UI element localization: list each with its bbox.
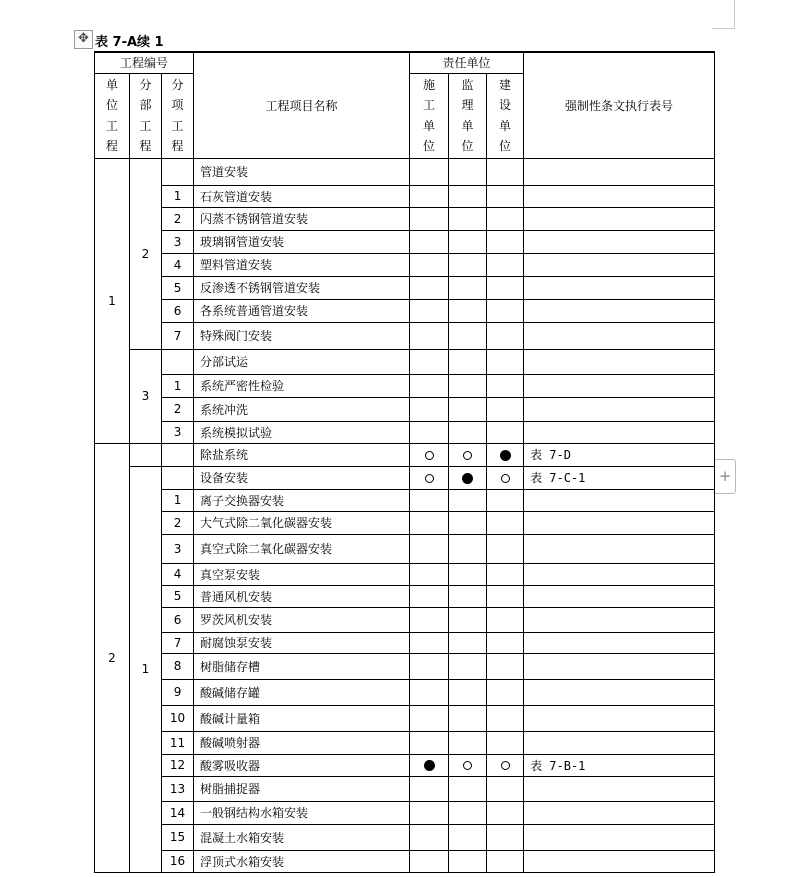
supervision-mark-cell bbox=[449, 607, 487, 632]
supervision-mark-cell bbox=[449, 397, 487, 421]
unit-cell: 2 bbox=[95, 443, 130, 872]
construction-mark-cell bbox=[410, 653, 449, 679]
construction-mark-cell bbox=[410, 185, 449, 207]
item-name-cell: 管道安装 bbox=[194, 158, 410, 185]
item-name-cell: 混凝土水箱安装 bbox=[194, 824, 410, 850]
table-row bbox=[95, 632, 715, 653]
item-name-cell: 耐腐蚀泵安装 bbox=[194, 632, 410, 653]
construction-mark-cell bbox=[410, 322, 449, 349]
supervision-mark-cell bbox=[449, 349, 487, 374]
supervision-mark-cell bbox=[449, 632, 487, 653]
open-circle-icon bbox=[501, 761, 510, 770]
item-name-cell: 系统模拟试验 bbox=[194, 421, 410, 443]
owner-mark-cell bbox=[487, 421, 524, 443]
construction-mark-cell bbox=[410, 397, 449, 421]
header-unit: 单 位 工 程 bbox=[95, 73, 130, 158]
item-name-cell: 分部试运 bbox=[194, 349, 410, 374]
construction-mark-cell bbox=[410, 511, 449, 534]
supervision-mark-cell bbox=[449, 207, 487, 230]
construction-mark-cell bbox=[410, 230, 449, 253]
table-row bbox=[95, 185, 715, 207]
owner-mark-cell bbox=[487, 322, 524, 349]
open-circle-icon bbox=[463, 761, 472, 770]
subitem-cell bbox=[162, 443, 194, 466]
construction-mark-cell bbox=[410, 850, 449, 872]
owner-mark-cell bbox=[487, 585, 524, 607]
item-name-cell: 塑料管道安装 bbox=[194, 253, 410, 276]
supervision-mark-cell bbox=[449, 776, 487, 801]
table-ref-cell bbox=[524, 511, 715, 534]
table-ref-cell bbox=[524, 679, 715, 705]
supervision-mark-cell bbox=[449, 731, 487, 754]
owner-mark-cell bbox=[487, 443, 524, 466]
subitem-cell: 4 bbox=[162, 563, 194, 585]
open-circle-icon bbox=[463, 451, 472, 460]
filled-circle-icon bbox=[500, 450, 511, 461]
owner-mark-cell bbox=[487, 534, 524, 563]
construction-mark-cell bbox=[410, 824, 449, 850]
supervision-mark-cell bbox=[449, 850, 487, 872]
page-corner-mark bbox=[712, 0, 735, 29]
owner-mark-cell bbox=[487, 185, 524, 207]
subitem-cell: 11 bbox=[162, 731, 194, 754]
table-row bbox=[95, 731, 715, 754]
owner-mark-cell bbox=[487, 607, 524, 632]
table-ref-cell bbox=[524, 230, 715, 253]
supervision-mark-cell bbox=[449, 489, 487, 511]
supervision-mark-cell bbox=[449, 585, 487, 607]
construction-mark-cell bbox=[410, 253, 449, 276]
table-row bbox=[95, 534, 715, 563]
owner-mark-cell bbox=[487, 299, 524, 322]
table-ref-cell bbox=[524, 349, 715, 374]
construction-mark-cell bbox=[410, 443, 449, 466]
table-row bbox=[95, 443, 715, 466]
table-row bbox=[95, 705, 715, 731]
owner-mark-cell bbox=[487, 230, 524, 253]
table-row bbox=[95, 824, 715, 850]
construction-mark-cell bbox=[410, 563, 449, 585]
item-name-cell: 真空式除二氧化碳器安装 bbox=[194, 534, 410, 563]
owner-mark-cell bbox=[487, 349, 524, 374]
subitem-cell bbox=[162, 158, 194, 185]
header-table-no: 强制性条文执行表号 bbox=[524, 52, 715, 158]
item-name-cell: 各系统普通管道安装 bbox=[194, 299, 410, 322]
subitem-cell: 1 bbox=[162, 185, 194, 207]
subitem-cell: 12 bbox=[162, 754, 194, 776]
construction-mark-cell bbox=[410, 632, 449, 653]
subitem-cell: 15 bbox=[162, 824, 194, 850]
construction-mark-cell bbox=[410, 801, 449, 824]
subitem-cell: 10 bbox=[162, 705, 194, 731]
construction-mark-cell bbox=[410, 607, 449, 632]
subitem-cell: 6 bbox=[162, 607, 194, 632]
construction-mark-cell bbox=[410, 705, 449, 731]
construction-mark-cell bbox=[410, 374, 449, 397]
item-name-cell: 设备安装 bbox=[194, 466, 410, 489]
open-circle-icon bbox=[425, 451, 434, 460]
supervision-mark-cell bbox=[449, 322, 487, 349]
table-row bbox=[95, 230, 715, 253]
table-ref-cell bbox=[524, 824, 715, 850]
owner-mark-cell bbox=[487, 466, 524, 489]
supervision-mark-cell bbox=[449, 679, 487, 705]
table-ref-cell bbox=[524, 185, 715, 207]
subitem-cell: 2 bbox=[162, 511, 194, 534]
construction-mark-cell bbox=[410, 776, 449, 801]
construction-mark-cell bbox=[410, 276, 449, 299]
construction-mark-cell bbox=[410, 207, 449, 230]
construction-mark-cell bbox=[410, 731, 449, 754]
table-ref-cell bbox=[524, 421, 715, 443]
table-ref-cell bbox=[524, 276, 715, 299]
subitem-cell: 4 bbox=[162, 253, 194, 276]
item-name-cell: 反渗透不锈钢管道安装 bbox=[194, 276, 410, 299]
item-name-cell: 普通风机安装 bbox=[194, 585, 410, 607]
subitem-cell: 5 bbox=[162, 585, 194, 607]
subitem-cell: 6 bbox=[162, 299, 194, 322]
header-name: 工程项目名称 bbox=[194, 52, 410, 158]
subitem-cell: 14 bbox=[162, 801, 194, 824]
construction-mark-cell bbox=[410, 349, 449, 374]
construction-mark-cell bbox=[410, 421, 449, 443]
item-name-cell: 酸雾吸收器 bbox=[194, 754, 410, 776]
owner-mark-cell bbox=[487, 489, 524, 511]
item-name-cell: 酸碱计量箱 bbox=[194, 705, 410, 731]
table-row bbox=[95, 466, 715, 489]
subitem-cell: 3 bbox=[162, 230, 194, 253]
subitem-cell: 7 bbox=[162, 322, 194, 349]
owner-mark-cell bbox=[487, 801, 524, 824]
construction-mark-cell bbox=[410, 466, 449, 489]
table-row bbox=[95, 679, 715, 705]
subitem-cell: 5 bbox=[162, 276, 194, 299]
table-ref-cell bbox=[524, 705, 715, 731]
item-name-cell: 离子交换器安装 bbox=[194, 489, 410, 511]
table-row bbox=[95, 207, 715, 230]
item-name-cell: 系统冲洗 bbox=[194, 397, 410, 421]
construction-mark-cell bbox=[410, 585, 449, 607]
table-ref-cell: 表 7-D bbox=[524, 443, 715, 466]
owner-mark-cell bbox=[487, 397, 524, 421]
owner-mark-cell bbox=[487, 731, 524, 754]
table-row bbox=[95, 374, 715, 397]
subitem-cell: 2 bbox=[162, 207, 194, 230]
subitem-cell: 9 bbox=[162, 679, 194, 705]
supervision-mark-cell bbox=[449, 421, 487, 443]
subitem-cell: 1 bbox=[162, 374, 194, 397]
item-name-cell: 特殊阀门安装 bbox=[194, 322, 410, 349]
owner-mark-cell bbox=[487, 632, 524, 653]
owner-mark-cell bbox=[487, 824, 524, 850]
construction-mark-cell bbox=[410, 489, 449, 511]
header-project-code: 工程编号 bbox=[95, 52, 194, 73]
owner-mark-cell bbox=[487, 563, 524, 585]
supervision-mark-cell bbox=[449, 253, 487, 276]
division-cell bbox=[130, 443, 162, 466]
item-name-cell: 树脂储存槽 bbox=[194, 653, 410, 679]
table-ref-cell bbox=[524, 801, 715, 824]
owner-mark-cell bbox=[487, 276, 524, 299]
table-row bbox=[95, 653, 715, 679]
filled-circle-icon bbox=[424, 760, 435, 771]
table-row bbox=[95, 585, 715, 607]
subitem-cell: 8 bbox=[162, 653, 194, 679]
item-name-cell: 酸碱喷射器 bbox=[194, 731, 410, 754]
table-ref-cell bbox=[524, 158, 715, 185]
header-construction: 施 工 单 位 bbox=[410, 73, 449, 158]
table-ref-cell bbox=[524, 253, 715, 276]
supervision-mark-cell bbox=[449, 511, 487, 534]
table-ref-cell bbox=[524, 607, 715, 632]
subitem-cell: 7 bbox=[162, 632, 194, 653]
header-subitem: 分 项 工 程 bbox=[162, 73, 194, 158]
table-ref-cell bbox=[524, 585, 715, 607]
add-column-button[interactable]: + bbox=[714, 459, 736, 494]
supervision-mark-cell bbox=[449, 158, 487, 185]
owner-mark-cell bbox=[487, 776, 524, 801]
owner-mark-cell bbox=[487, 207, 524, 230]
table-ref-cell bbox=[524, 731, 715, 754]
table-ref-cell bbox=[524, 534, 715, 563]
owner-mark-cell bbox=[487, 374, 524, 397]
supervision-mark-cell bbox=[449, 276, 487, 299]
table-ref-cell bbox=[524, 322, 715, 349]
subitem-cell bbox=[162, 349, 194, 374]
supervision-mark-cell bbox=[449, 230, 487, 253]
supervision-mark-cell bbox=[449, 705, 487, 731]
item-name-cell: 闪蒸不锈钢管道安装 bbox=[194, 207, 410, 230]
table-row bbox=[95, 489, 715, 511]
table-row bbox=[95, 322, 715, 349]
item-name-cell: 石灰管道安装 bbox=[194, 185, 410, 207]
table-ref-cell: 表 7-C-1 bbox=[524, 466, 715, 489]
supervision-mark-cell bbox=[449, 185, 487, 207]
item-name-cell: 酸碱储存罐 bbox=[194, 679, 410, 705]
open-circle-icon bbox=[501, 474, 510, 483]
division-cell: 3 bbox=[130, 349, 162, 443]
owner-mark-cell bbox=[487, 158, 524, 185]
table-row bbox=[95, 299, 715, 322]
table-ref-cell bbox=[524, 299, 715, 322]
table-row bbox=[95, 607, 715, 632]
supervision-mark-cell bbox=[449, 754, 487, 776]
table-row bbox=[95, 801, 715, 824]
table-ref-cell bbox=[524, 653, 715, 679]
table-caption: 表 7-A续 1 bbox=[95, 35, 164, 50]
unit-cell: 1 bbox=[95, 158, 130, 443]
supervision-mark-cell bbox=[449, 299, 487, 322]
header-responsibility: 责任单位 bbox=[410, 52, 524, 73]
table-ref-cell: 表 7-B-1 bbox=[524, 754, 715, 776]
construction-mark-cell bbox=[410, 534, 449, 563]
owner-mark-cell bbox=[487, 850, 524, 872]
supervision-mark-cell bbox=[449, 653, 487, 679]
table-ref-cell bbox=[524, 850, 715, 872]
table-ref-cell bbox=[524, 776, 715, 801]
table-row bbox=[95, 253, 715, 276]
responsibility-table bbox=[94, 51, 715, 873]
owner-mark-cell bbox=[487, 679, 524, 705]
filled-circle-icon bbox=[462, 473, 473, 484]
construction-mark-cell bbox=[410, 754, 449, 776]
supervision-mark-cell bbox=[449, 801, 487, 824]
supervision-mark-cell bbox=[449, 824, 487, 850]
supervision-mark-cell bbox=[449, 466, 487, 489]
table-ref-cell bbox=[524, 489, 715, 511]
table-row bbox=[95, 754, 715, 776]
item-name-cell: 浮顶式水箱安装 bbox=[194, 850, 410, 872]
owner-mark-cell bbox=[487, 754, 524, 776]
item-name-cell: 大气式除二氧化碳器安装 bbox=[194, 511, 410, 534]
item-name-cell: 罗茨风机安装 bbox=[194, 607, 410, 632]
table-row bbox=[95, 776, 715, 801]
division-cell: 2 bbox=[130, 158, 162, 349]
subitem-cell: 16 bbox=[162, 850, 194, 872]
subitem-cell: 3 bbox=[162, 421, 194, 443]
table-row bbox=[95, 276, 715, 299]
table-ref-cell bbox=[524, 207, 715, 230]
construction-mark-cell bbox=[410, 299, 449, 322]
owner-mark-cell bbox=[487, 253, 524, 276]
subitem-cell: 3 bbox=[162, 534, 194, 563]
table-row bbox=[95, 397, 715, 421]
table-ref-cell bbox=[524, 563, 715, 585]
table-row bbox=[95, 563, 715, 585]
table-ref-cell bbox=[524, 632, 715, 653]
subitem-cell: 1 bbox=[162, 489, 194, 511]
item-name-cell: 系统严密性检验 bbox=[194, 374, 410, 397]
item-name-cell: 真空泵安装 bbox=[194, 563, 410, 585]
header-supervision: 监 理 单 位 bbox=[449, 73, 487, 158]
subitem-cell: 13 bbox=[162, 776, 194, 801]
supervision-mark-cell bbox=[449, 534, 487, 563]
supervision-mark-cell bbox=[449, 374, 487, 397]
construction-mark-cell bbox=[410, 158, 449, 185]
subitem-cell bbox=[162, 466, 194, 489]
table-ref-cell bbox=[524, 397, 715, 421]
table-ref-cell bbox=[524, 374, 715, 397]
subitem-cell: 2 bbox=[162, 397, 194, 421]
table-move-handle-icon[interactable]: ✥ bbox=[74, 30, 93, 49]
item-name-cell: 一般钢结构水箱安装 bbox=[194, 801, 410, 824]
header-division: 分 部 工 程 bbox=[130, 73, 162, 158]
open-circle-icon bbox=[425, 474, 434, 483]
table-row bbox=[95, 511, 715, 534]
table-row bbox=[95, 421, 715, 443]
item-name-cell: 树脂捕捉器 bbox=[194, 776, 410, 801]
owner-mark-cell bbox=[487, 511, 524, 534]
owner-mark-cell bbox=[487, 705, 524, 731]
table-row bbox=[95, 158, 715, 185]
table-row bbox=[95, 349, 715, 374]
construction-mark-cell bbox=[410, 679, 449, 705]
item-name-cell: 玻璃钢管道安装 bbox=[194, 230, 410, 253]
owner-mark-cell bbox=[487, 653, 524, 679]
supervision-mark-cell bbox=[449, 563, 487, 585]
header-owner: 建 设 单 位 bbox=[487, 73, 524, 158]
supervision-mark-cell bbox=[449, 443, 487, 466]
table-row bbox=[95, 850, 715, 872]
division-cell: 1 bbox=[130, 466, 162, 872]
item-name-cell: 除盐系统 bbox=[194, 443, 410, 466]
